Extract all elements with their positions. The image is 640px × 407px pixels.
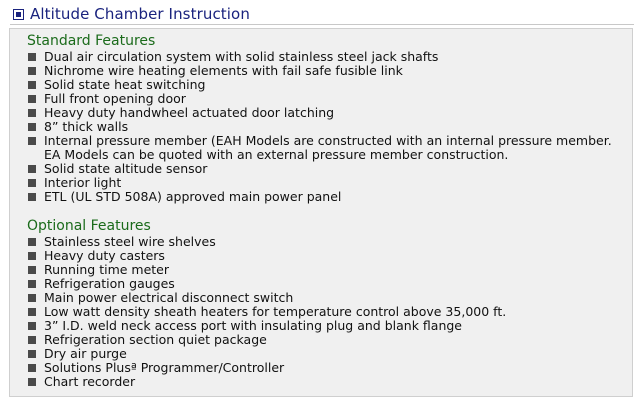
standard-features-list [27,50,612,204]
square-bullet-icon [28,294,36,302]
feature-item [27,347,506,361]
standard-features-section [27,33,612,204]
square-bullet-icon [28,165,36,173]
feature-item [27,249,506,263]
square-bullet-icon [28,350,36,358]
feature-item [27,92,612,106]
square-bullet-icon [28,364,36,372]
feature-item [27,291,506,305]
feature-text: 8” thick walls [44,119,129,134]
square-bullet-icon [28,322,36,330]
feature-text: Running time meter [44,262,170,277]
standard-features-title: Standard Features [27,33,156,49]
feature-text: Internal pressure member (EAH Models are constructed with an internal pressure member. EA Models can be quoted with an external pressure member construction. [44,133,612,162]
feature-item [27,277,506,291]
square-bullet-icon [28,53,36,61]
feature-item [27,64,612,78]
feature-item [27,120,612,134]
square-bullet-icon [28,123,36,131]
feature-item [27,50,612,64]
square-bullet-icon [28,378,36,386]
square-bullet-icon [28,81,36,89]
checkbox-square-icon [13,9,24,20]
square-bullet-icon [28,179,36,187]
square-bullet-icon [28,308,36,316]
feature-text: Full front opening door [44,91,186,106]
feature-text: Nichrome wire heating elements with fail safe fusible link [44,63,403,78]
feature-text: Low watt density sheath heaters for temperature control above 35,000 ft. [44,304,507,319]
feature-text: Main power electrical disconnect switch [44,290,294,305]
feature-item [27,333,506,347]
page-header [13,3,250,25]
feature-item [27,176,612,190]
feature-text: Heavy duty handwheel actuated door latching [44,105,335,120]
square-bullet-icon [28,67,36,75]
square-bullet-icon [28,109,36,117]
feature-text: Stainless steel wire shelves [44,234,216,249]
feature-text: Refrigeration gauges [44,276,175,291]
feature-text: Chart recorder [44,374,136,389]
feature-item [27,190,612,204]
feature-item [27,319,506,333]
features-panel [9,28,633,397]
feature-text: Dry air purge [44,346,127,361]
feature-text: Solutions Plusª Programmer/Controller [44,360,285,375]
feature-item [27,78,612,92]
feature-text: Refrigeration section quiet package [44,332,267,347]
square-bullet-icon [28,193,36,201]
square-bullet-icon [28,238,36,246]
feature-item [27,305,506,319]
square-bullet-icon [28,336,36,344]
feature-text: ETL (UL STD 508A) approved main power panel [44,189,342,204]
feature-item [27,263,506,277]
square-bullet-icon [28,252,36,260]
header-divider [10,24,634,25]
feature-text: Heavy duty casters [44,248,165,263]
optional-features-list [27,235,506,389]
square-bullet-icon [28,280,36,288]
optional-features-title: Optional Features [27,218,151,234]
feature-item [27,361,506,375]
square-bullet-icon [28,137,36,145]
feature-item [27,235,506,249]
square-bullet-icon [28,266,36,274]
optional-features-section [27,218,506,389]
feature-text: Solid state heat switching [44,77,206,92]
feature-item [27,134,612,162]
feature-text: 3” I.D. weld neck access port with insulating plug and blank flange [44,318,462,333]
page-title: Altitude Chamber Instruction [30,5,250,23]
feature-text: Solid state altitude sensor [44,161,208,176]
feature-item [27,106,612,120]
feature-text: Interior light [44,175,122,190]
square-bullet-icon [28,95,36,103]
feature-text: Dual air circulation system with solid stainless steel jack shafts [44,49,439,64]
feature-item [27,375,506,389]
feature-item [27,162,612,176]
